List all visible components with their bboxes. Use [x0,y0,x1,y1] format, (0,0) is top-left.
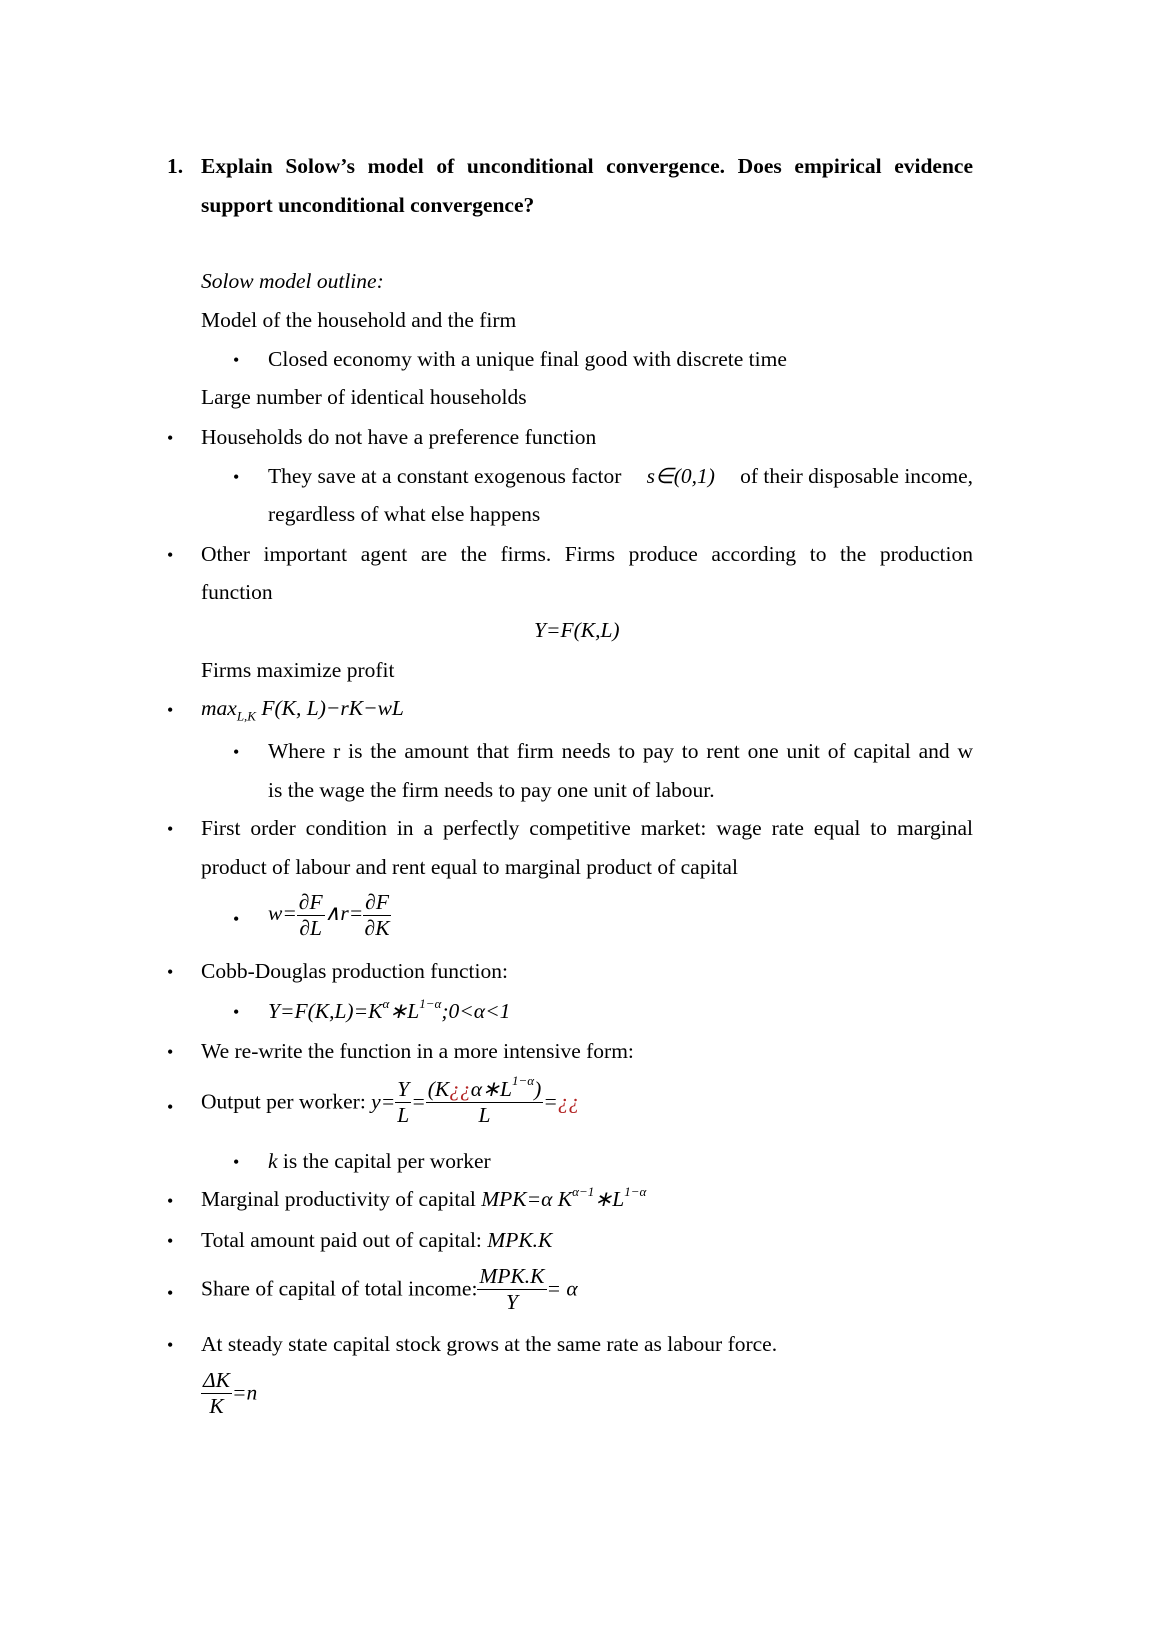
fraction-Y-L [395,1078,411,1126]
share-equals-alpha: = α [546,1276,578,1301]
fraction-numerator: ∂F [298,890,323,914]
outline-heading: Solow model outline: [201,269,384,293]
mpk-label: Marginal productivity of capital [201,1187,476,1211]
num-exponent: 1−α [511,1073,535,1088]
steady-state-equation [201,1369,257,1417]
bullet: • [167,700,174,720]
k-variable: k [268,1149,278,1173]
output-per-worker-line [201,1073,580,1127]
output-equals-2: = [543,1089,558,1114]
firms-maximize-text: Firms maximize profit [201,658,395,682]
k-description: is the capital per worker [282,1149,491,1173]
identical-households-text: Large number of identical households [201,385,527,409]
mpk-part-a: MPK=α K [481,1187,573,1211]
mpk-exponent-1: α−1 [572,1184,595,1199]
household-firm-text: Model of the household and the firm [201,308,517,332]
max-subscript: L,K [236,708,256,724]
save-text-a: They save at a constant exogenous factor [268,464,622,488]
cobb-douglas-text: Cobb-Douglas production function: [201,959,508,983]
bullet: • [233,1002,240,1022]
bullet: • [233,1152,240,1172]
steady-state-text: At steady state capital stock grows at the same rate as labour force. [201,1332,778,1356]
bullet: • [167,1283,174,1303]
fraction-denominator: ∂L [299,915,323,940]
mpk-line [201,1184,647,1211]
fraction-denominator: L [397,1102,410,1127]
output-equals: = [411,1089,426,1114]
bullet: • [167,962,174,982]
profit-max-equation [201,698,404,722]
foc-w: w= [268,901,297,925]
fraction-numerator: ∂F [365,890,390,914]
k-line [268,1151,491,1173]
share-label: Share of capital of total income: [201,1276,478,1301]
question-line-2: support unconditional convergence? [201,193,535,217]
fraction-dK-K [201,1369,232,1417]
foc-line-1: First order condition in a perfectly competitive market: wage rate equal to marginal [201,816,973,840]
bullet: • [233,467,240,487]
bullet: • [167,545,174,565]
bullet: • [167,819,174,839]
fraction-numerator [426,1073,544,1103]
fraction-numerator: ΔK [203,1368,230,1392]
where-line-1: Where r is the amount that firm needs to pay to rent one unit of capital and w [268,739,973,763]
cobb-douglas-equation [268,996,511,1023]
fraction-MPK-Y [477,1265,546,1313]
save-line-2: regardless of what else happens [268,502,541,526]
closed-economy-text: Closed economy with a unique final good with discrete time [268,347,787,371]
bullet: • [167,1231,174,1251]
no-preference-text: Households do not have a preference function [201,425,597,449]
fraction-denominator: L [478,1102,491,1127]
firms-line-1: Other important agent are the firms. Firms produce according to the production [201,542,973,566]
total-paid-math: MPK.K [487,1228,553,1252]
steady-equals-n: =n [231,1380,258,1405]
bullet: • [167,1335,174,1355]
question-number: 1. [167,154,184,178]
bullet: • [167,1191,174,1211]
question-line-1: Explain Solow’s model of unconditional convergence. Does empirical evidence [201,154,973,178]
fraction-K-alpha-L [426,1073,544,1127]
mpk-part-b: ∗L [594,1187,625,1211]
cd-exponent-1: α [382,996,390,1011]
foc-equation [268,891,391,939]
fraction-denominator: Y [505,1289,518,1314]
bullet: • [167,1097,174,1117]
bullet: • [233,742,240,762]
share-line [201,1265,578,1313]
mpk-exponent-2: 1−α [624,1184,647,1199]
bullet: • [233,350,240,370]
where-line-2: is the wage the firm needs to pay one unit of labour. [268,778,715,802]
firms-line-2: function [201,580,273,604]
fraction-numerator: Y [397,1077,410,1101]
save-math: s∈(0,1) [646,464,715,488]
foc-and-r: ∧r= [324,901,364,925]
output-tail: ¿¿ [557,1089,580,1114]
num-part-a: (K [427,1077,450,1101]
save-line-1 [268,466,973,488]
cd-part-b: ∗L [389,999,420,1023]
output-label: Output per worker: [201,1089,366,1114]
num-part-b: α∗L [470,1077,512,1101]
fraction-denominator: K [209,1393,224,1418]
profit-expression: F(K, L)−rK−wL [261,696,404,720]
max-operator: max [201,696,237,720]
fraction-dF-dL [297,891,325,939]
cd-exponent-2: 1−α [419,996,442,1011]
total-paid-label: Total amount paid out of capital: [201,1228,482,1252]
bullet: • [167,428,174,448]
bullet: • [233,909,240,929]
production-equation: Y=F(K,L) [534,618,620,642]
foc-line-2: product of labour and rent equal to marginal product of capital [201,855,738,879]
num-part-red: ¿¿ [449,1077,471,1101]
fraction-dF-dK [363,891,391,939]
cd-part-a: Y=F(K,L)=K [268,999,383,1023]
fraction-denominator: ∂K [364,915,390,940]
cd-part-c: ;0<α<1 [441,999,511,1023]
bullet: • [167,1042,174,1062]
rewrite-text: We re-write the function in a more intensive form: [201,1039,634,1063]
save-text-b: of their disposable income, [740,464,973,488]
fraction-numerator: MPK.K [479,1264,545,1288]
num-part-c: ) [534,1077,542,1101]
total-paid-line [201,1230,552,1252]
output-y: y= [371,1089,396,1114]
